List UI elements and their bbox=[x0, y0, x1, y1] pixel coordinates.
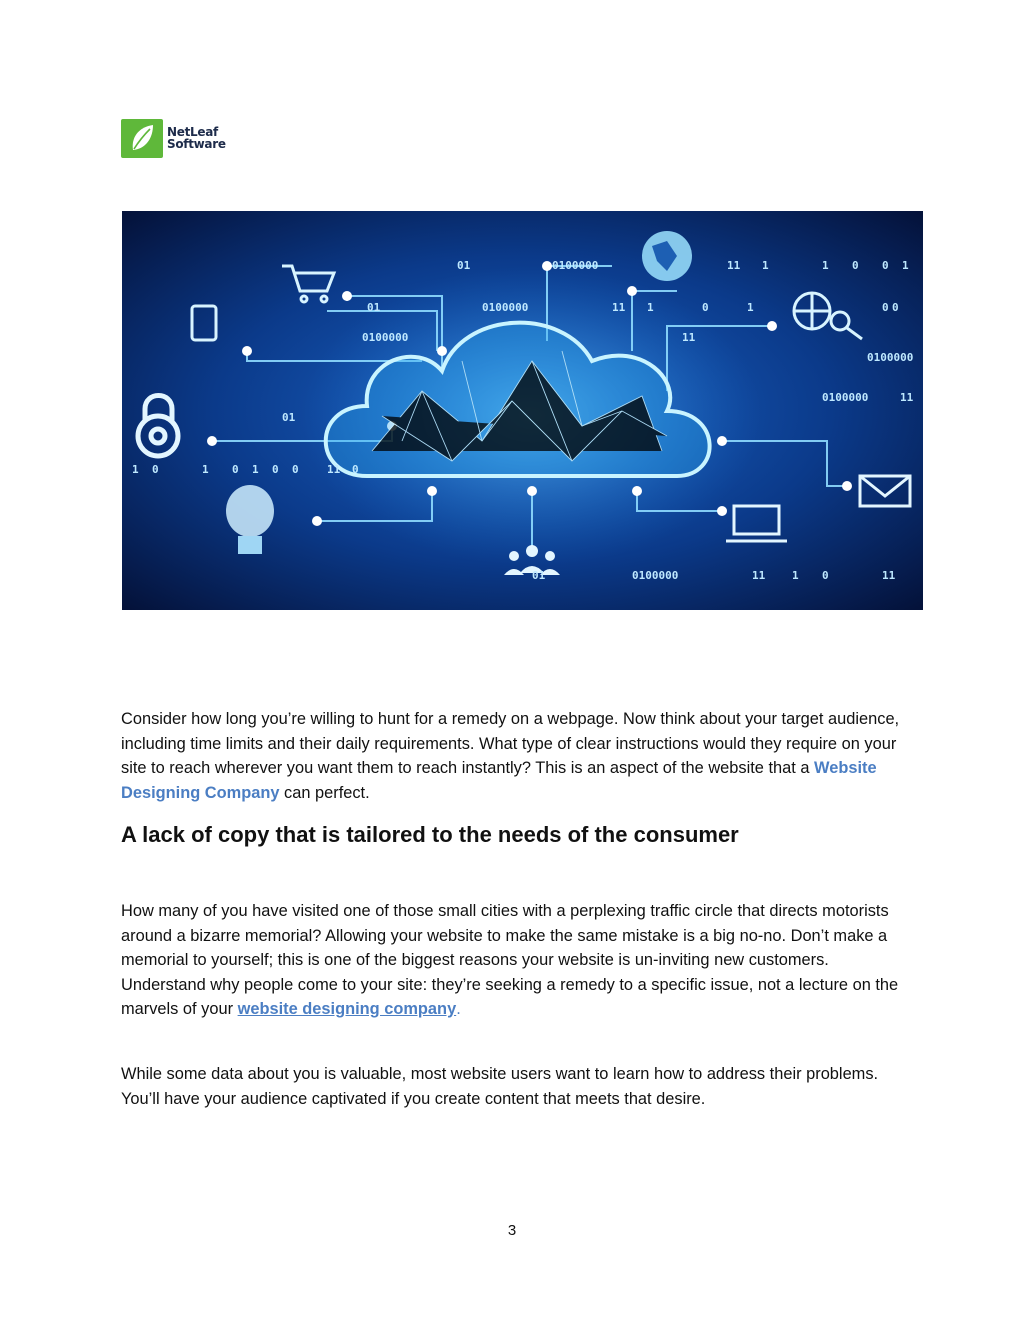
hero-label: 0 bbox=[232, 463, 239, 476]
globe-icon bbox=[642, 231, 692, 281]
hero-label: 0 bbox=[352, 463, 359, 476]
closing-paragraph: While some data about you is valuable, most website users want to learn how to address their problems. You’ll have your audience captivated if you create content that meets that desire. bbox=[121, 1065, 879, 1108]
hero-label: 11 bbox=[752, 569, 766, 582]
section-heading: A lack of copy that is tailored to the needs of the consumer bbox=[121, 822, 739, 847]
netleaf-logo bbox=[121, 118, 241, 158]
intro-text-end: can perfect. bbox=[279, 783, 370, 802]
intro-text: Consider how long you’re willing to hunt for a remedy on a webpage. Now think about your target audience, including time limits and their daily requirements. What type of clear instructions would they require on your site to reach wherever you want them to reach instantly? This is an aspect of the website that a bbox=[121, 710, 900, 777]
cloud-network-illustration bbox=[122, 211, 923, 610]
hero-label: 0100000 bbox=[822, 391, 869, 404]
hero-label: 01 bbox=[457, 259, 471, 272]
hero-label: 1 bbox=[252, 463, 259, 476]
website-designing-company-link[interactable]: Website Designing Company bbox=[121, 759, 877, 802]
hero-label: 11 bbox=[327, 463, 341, 476]
hero-label: 0 bbox=[152, 463, 159, 476]
hero-label: 0100000 bbox=[552, 259, 599, 272]
hero-label: 0100000 bbox=[362, 331, 409, 344]
hero-label: 1 bbox=[762, 259, 769, 272]
hero-label: 1 bbox=[792, 569, 799, 582]
hero-label: 0 bbox=[702, 301, 709, 314]
hero-label: 0100000 bbox=[867, 351, 914, 364]
body-text: How many of you have visited one of those small cities with a perplexing traffic circle that directs motorists around a bizarre memorial? Allowing your website to make the same mistake is a big no-no. Don’t make a memorial to yourself; this is one of the biggest reasons your website is un-inviting new customers. Understand why people come to your site: they’re seeking a remedy to a specific issue, not a lecture on the marvels of your bbox=[121, 902, 899, 1018]
page-number: 3 bbox=[507, 1222, 517, 1239]
body-text-end: . bbox=[456, 1000, 461, 1018]
intro-paragraph bbox=[121, 707, 911, 805]
hero-label: 0 bbox=[292, 463, 299, 476]
hero-label: 1 bbox=[902, 259, 909, 272]
hero-label: 0 bbox=[822, 569, 829, 582]
hero-label: 0 bbox=[882, 301, 889, 314]
hero-label: 1 bbox=[747, 301, 754, 314]
body-paragraph bbox=[121, 899, 911, 1022]
logo-line2: Software bbox=[167, 137, 226, 151]
logo-wordmark bbox=[167, 126, 226, 150]
hero-label: 0 bbox=[852, 259, 859, 272]
hero-label: 01 bbox=[282, 411, 296, 424]
hero-label: 11 bbox=[612, 301, 626, 314]
hero-label: 0100000 bbox=[482, 301, 529, 314]
logo-line1: NetLeaf bbox=[167, 125, 218, 139]
hero-label: 1 bbox=[132, 463, 139, 476]
hero-label: 01 bbox=[367, 301, 381, 314]
leaf-icon bbox=[121, 119, 163, 158]
hero-label: 11 bbox=[882, 569, 896, 582]
hero-label: 11 bbox=[682, 331, 696, 344]
hero-image bbox=[122, 211, 923, 610]
hero-label: 0 bbox=[892, 301, 899, 314]
hero-label: 11 bbox=[900, 391, 914, 404]
hero-label: 0 bbox=[882, 259, 889, 272]
hero-label: 1 bbox=[202, 463, 209, 476]
website-designing-company-hyperlink[interactable]: website designing company bbox=[237, 1000, 457, 1018]
hero-label: 0100000 bbox=[632, 569, 679, 582]
hero-label: 01 bbox=[532, 569, 546, 582]
hero-label: 1 bbox=[647, 301, 654, 314]
hero-label: 11 bbox=[727, 259, 741, 272]
hero-label: 0 bbox=[272, 463, 279, 476]
hero-label: 1 bbox=[822, 259, 829, 272]
